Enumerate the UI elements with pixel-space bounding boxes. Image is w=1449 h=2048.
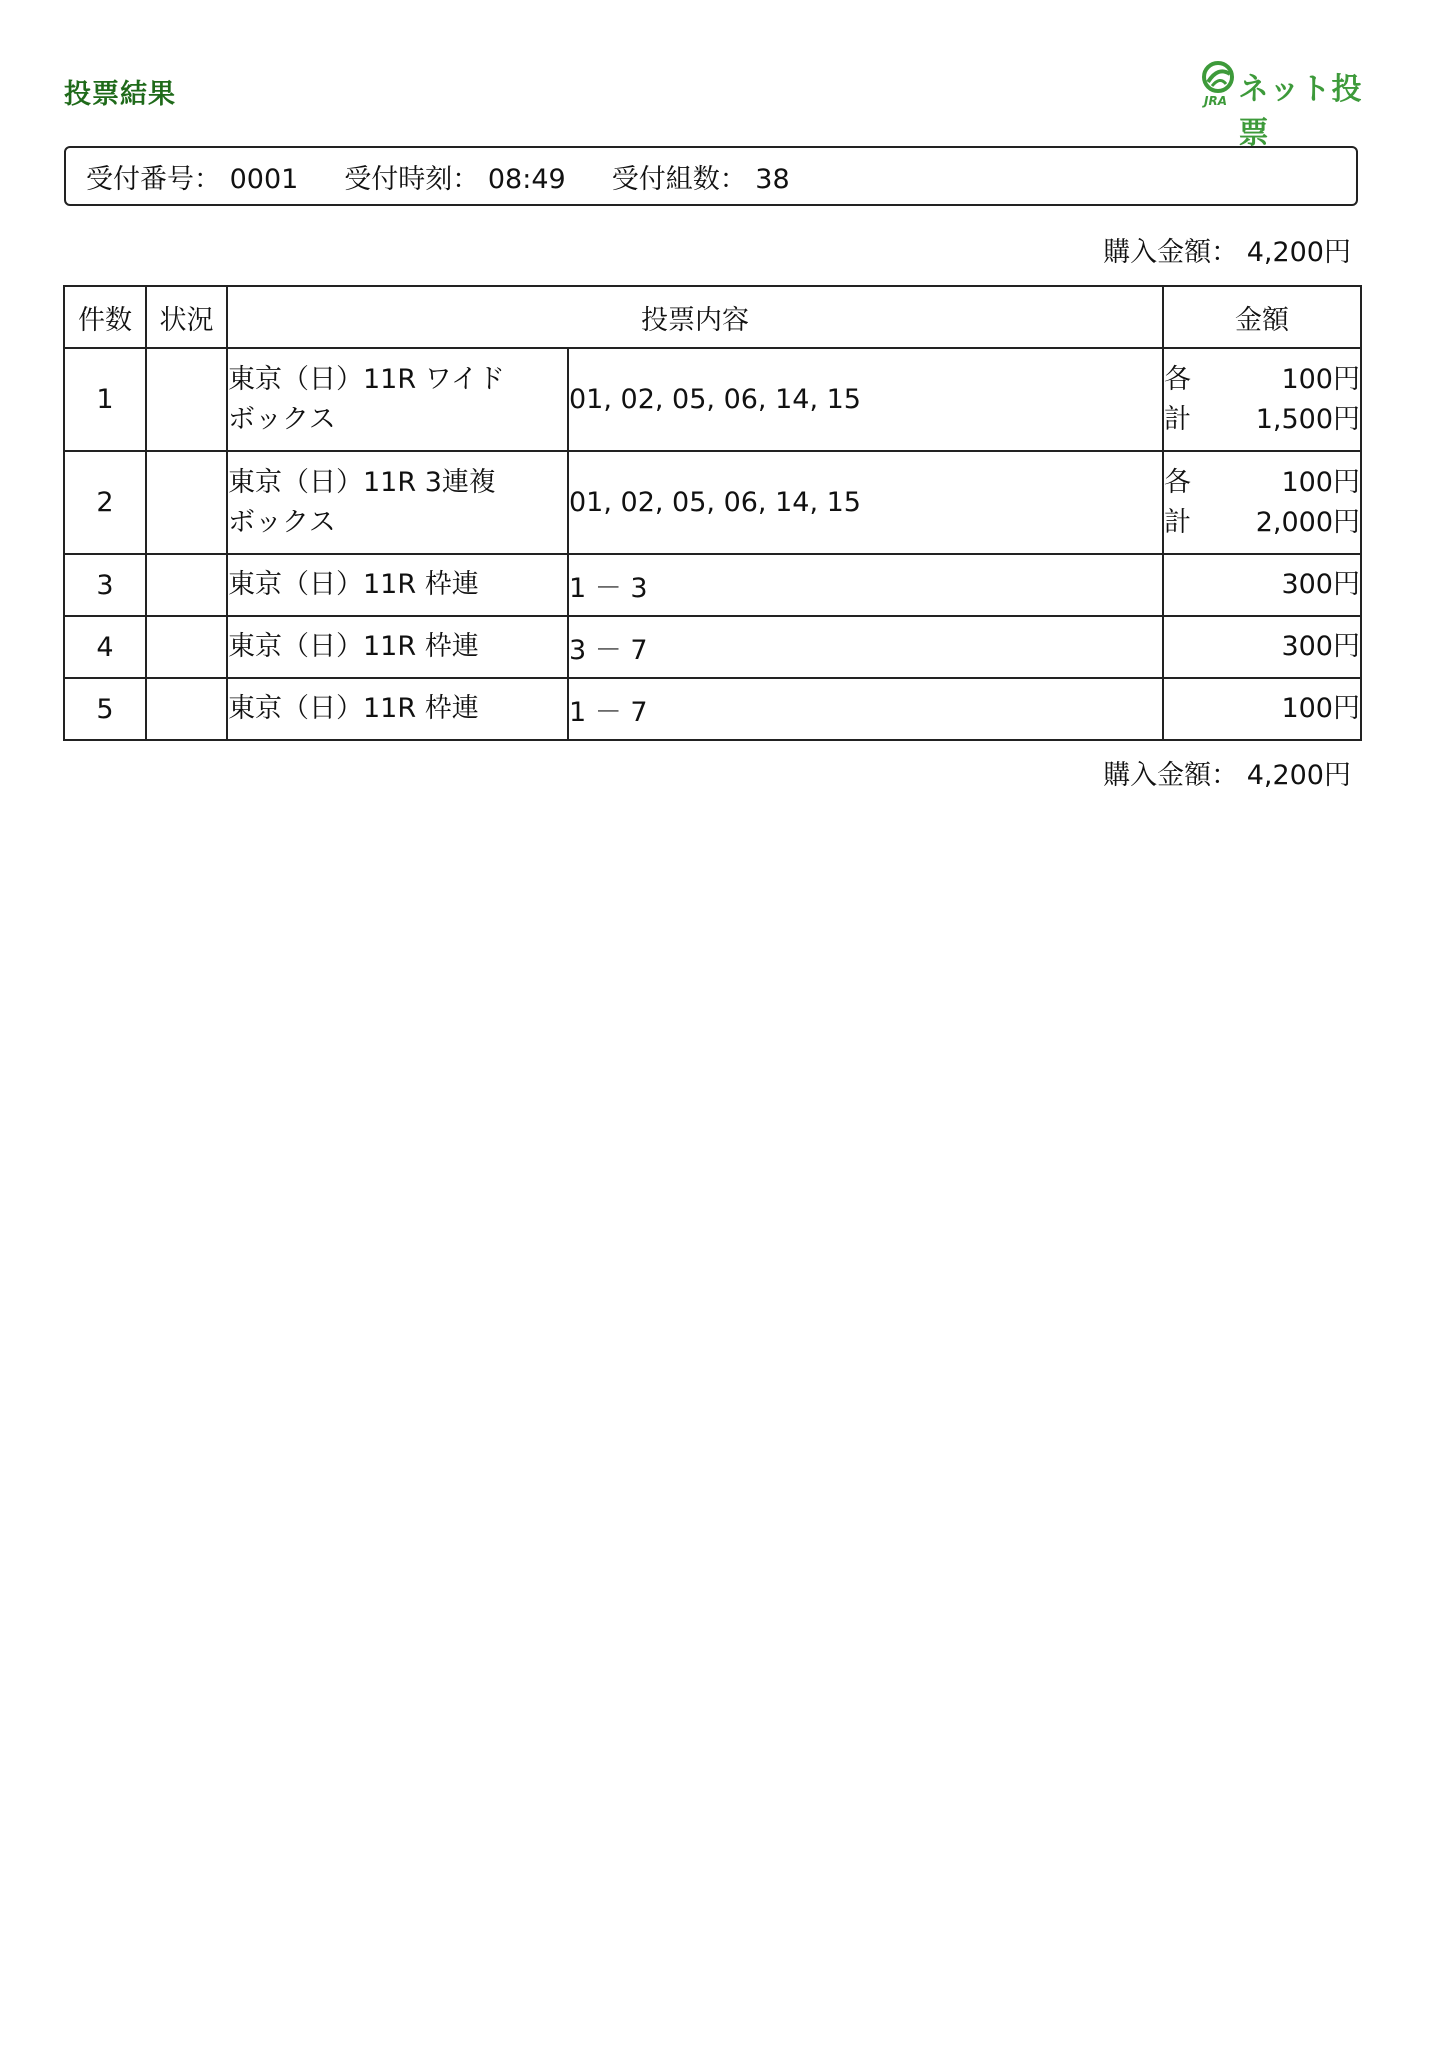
- each-label: 各: [1164, 466, 1191, 498]
- row-race: 東京（日）11R 枠連: [227, 554, 568, 616]
- header-content: 投票内容: [227, 286, 1163, 348]
- row-amount: [1163, 451, 1361, 554]
- row-status: [146, 554, 227, 616]
- reception-info-box: [64, 146, 1358, 206]
- bet-type-line: ボックス: [228, 403, 336, 435]
- row-count: 2: [64, 451, 146, 554]
- row-amount: [1163, 554, 1361, 616]
- amount-value: 300円: [1281, 569, 1360, 600]
- reception-sets: 受付組数： 38: [611, 163, 790, 195]
- page-title: 投票結果: [64, 79, 176, 110]
- net-vote-label: ネット投票: [1238, 72, 1363, 151]
- table-header-row: [64, 286, 1361, 348]
- total-label: 計: [1164, 506, 1191, 538]
- row-race: 東京（日）11R 枠連: [227, 616, 568, 678]
- jra-label: JRA: [1204, 94, 1227, 108]
- header-amount: 金額: [1163, 286, 1361, 348]
- bet-type-line: ボックス: [228, 506, 336, 538]
- row-race: [227, 451, 568, 554]
- row-status: [146, 348, 227, 451]
- row-combination: 1 － 7: [568, 678, 1163, 740]
- amount-value: 100円: [1281, 693, 1360, 724]
- header-count: 件数: [64, 286, 146, 348]
- table-row: [64, 616, 1361, 678]
- row-amount: [1163, 616, 1361, 678]
- each-amount: 100円: [1281, 363, 1360, 395]
- purchase-total-top: 購入金額： 4,200円: [1103, 237, 1351, 268]
- row-status: [146, 616, 227, 678]
- row-combination: 01, 02, 05, 06, 14, 15: [568, 451, 1163, 554]
- row-count: 3: [64, 554, 146, 616]
- total-amount: 1,500円: [1255, 403, 1360, 435]
- horse-emblem-icon: [1200, 60, 1240, 96]
- each-amount-line: [1164, 360, 1360, 400]
- reception-number: 受付番号： 0001: [86, 163, 299, 195]
- amount-line: [1164, 689, 1360, 729]
- row-status: [146, 678, 227, 740]
- table-row: [64, 554, 1361, 616]
- table-row: [64, 678, 1361, 740]
- row-race: 東京（日）11R 枠連: [227, 678, 568, 740]
- jra-net-vote-logo: [1200, 60, 1380, 151]
- table-row: [64, 348, 1361, 451]
- row-combination: 1 － 3: [568, 554, 1163, 616]
- row-combination: 3 － 7: [568, 616, 1163, 678]
- row-race: [227, 348, 568, 451]
- each-label: 各: [1164, 363, 1191, 395]
- total-amount-line: [1164, 400, 1360, 440]
- reception-time: 受付時刻： 08:49: [344, 163, 566, 195]
- row-amount: [1163, 348, 1361, 451]
- each-amount-line: [1164, 463, 1360, 503]
- row-combination: 01, 02, 05, 06, 14, 15: [568, 348, 1163, 451]
- total-label: 計: [1164, 403, 1191, 435]
- bets-table: [63, 285, 1362, 741]
- amount-value: 300円: [1281, 631, 1360, 662]
- total-amount: 2,000円: [1255, 506, 1360, 538]
- row-count: 4: [64, 616, 146, 678]
- total-amount-line: [1164, 503, 1360, 543]
- jra-logo-mark: [1200, 60, 1237, 110]
- each-amount: 100円: [1281, 466, 1360, 498]
- amount-line: [1164, 627, 1360, 667]
- row-count: 1: [64, 348, 146, 451]
- row-count: 5: [64, 678, 146, 740]
- row-status: [146, 451, 227, 554]
- race-line: 東京（日）11R 3連複: [228, 466, 496, 498]
- header-status: 状況: [146, 286, 227, 348]
- table-row: [64, 451, 1361, 554]
- race-line: 東京（日）11R ワイド: [228, 363, 505, 395]
- purchase-total-bottom: 購入金額： 4,200円: [1103, 760, 1351, 791]
- row-amount: [1163, 678, 1361, 740]
- amount-line: [1164, 565, 1360, 605]
